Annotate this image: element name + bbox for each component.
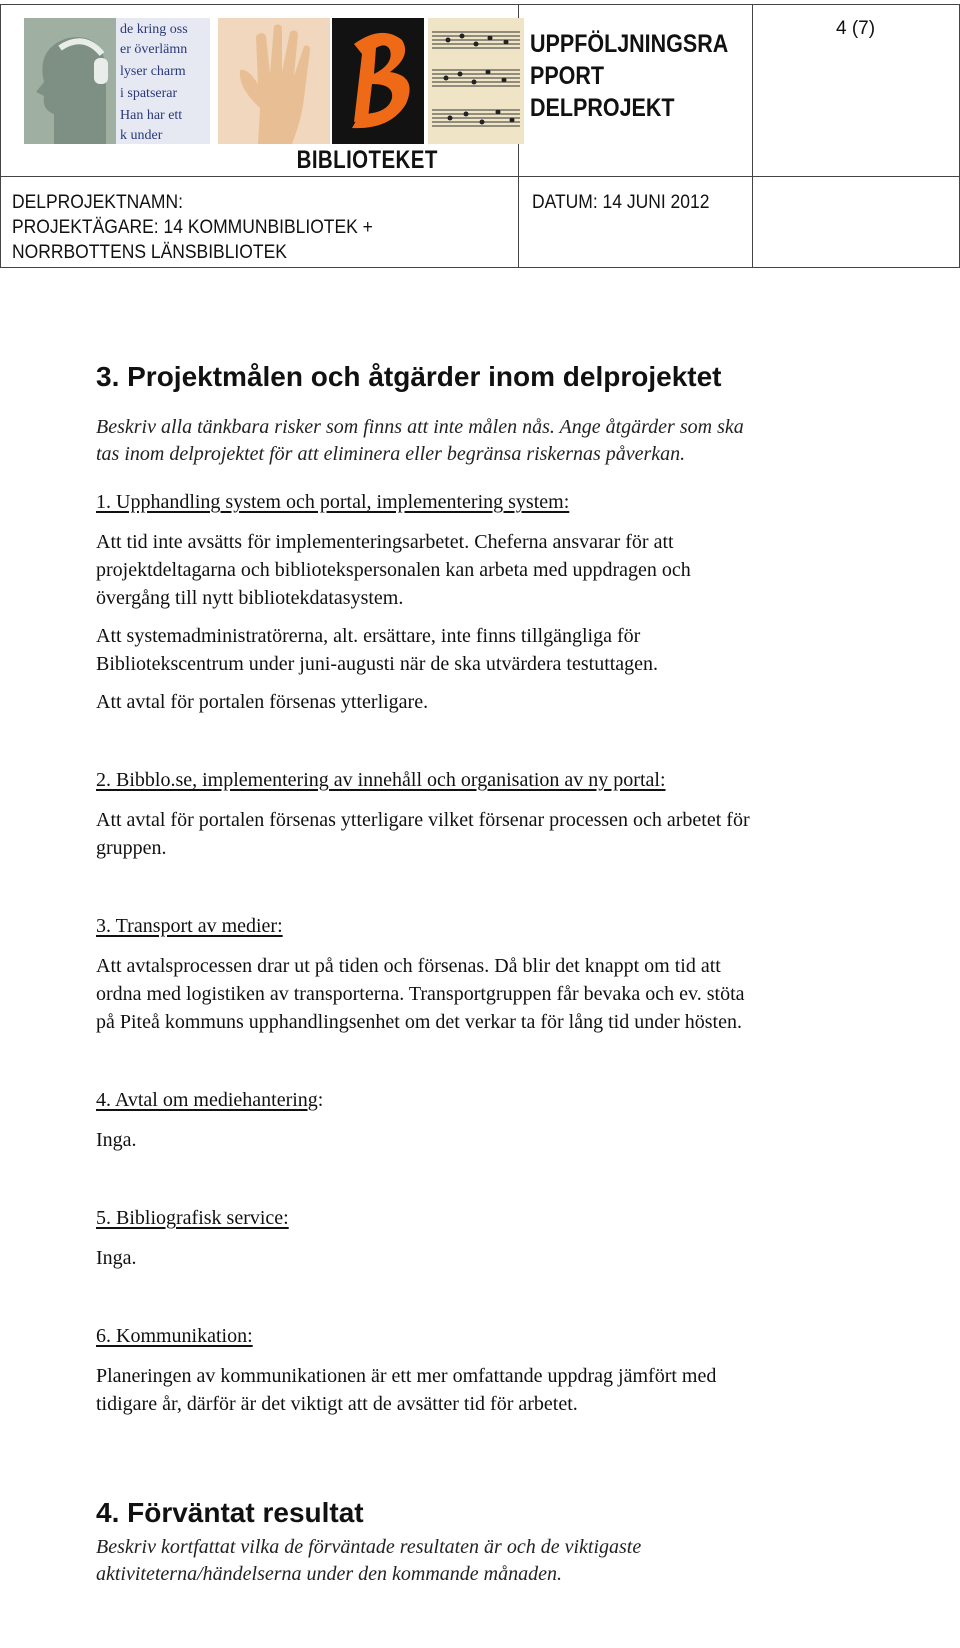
page-number: 4 (7) [836,18,876,39]
paragraph-line: tidigare år, därför är det viktigt att de avsätter tid för arbetet. [96,1393,578,1415]
paragraph-line: Planeringen av kommunikationen är ett mer omfattande uppdrag jämfört med [96,1365,717,1387]
risk-item [96,1322,896,1418]
logo-text-line: Han har ett [120,108,183,123]
logo-text-line: er överlämn [120,42,188,57]
hand-image [218,18,330,144]
paragraph-line: Att avtal för portalen försenas ytterligare. [96,691,429,713]
section-instructions [96,1534,896,1588]
paragraph-line: gruppen. [96,837,167,859]
section-title: 3. Projektmålen och åtgärder inom delprojektet [96,361,722,392]
risk-item-heading-text: 1. Upphandling system och portal, implementering system: [96,491,570,513]
paragraph-line: Att systemadministratörerna, alt. ersättare, inte finns tillgängliga för [96,625,641,647]
report-title-line: PPORT [530,62,605,90]
risk-item-heading-text: 3. Transport av medier: [96,915,283,937]
paragraph-line: på Piteå kommuns upphandlingsenhet om det verkar ta för lång tid under hösten. [96,1011,742,1033]
instruction-line: tas inom delprojektet för att eliminera eller begränsa riskernas påverkan. [96,443,686,465]
paragraph-line: ordna med logistiken av transporterna. Transportgruppen får bevaka och ev. stöta [96,983,745,1005]
risk-item-heading-text: 6. Kommunikation: [96,1325,253,1347]
section-title: 4. Förväntat resultat [96,1497,364,1528]
report-title-line: DELPROJEKT [530,94,675,122]
paragraph-line: Bibliotekscentrum under juni-augusti när de ska utvärdera testuttagen. [96,653,659,675]
logo-text-line: i spatserar [120,86,178,101]
instruction-line: Beskriv kortfattat vilka de förväntade resultaten är och de viktigaste [96,1536,642,1558]
brand-wordmark: BIBLIOTEKET [296,146,438,174]
risk-item [96,1204,896,1272]
risk-item-heading [96,1322,896,1350]
risk-item [96,1086,896,1154]
b-letter-image [332,18,424,144]
risk-item-heading-text: 2. Bibblo.se, implementering av innehåll och organisation av ny portal: [96,769,666,791]
risk-item-heading-text: 4. Avtal om mediehantering [96,1089,318,1111]
document-body [96,360,896,1588]
instruction-line: Beskriv alla tänkbara risker som finns att inte målen nås. Ange åtgärder som ska [96,416,744,438]
report-title [530,28,750,124]
risk-item-heading-text: 5. Bibliografisk service: [96,1207,289,1229]
risk-item [96,488,896,716]
paragraph-line: Inga. [96,1247,137,1269]
logo-text-line: lyser charm [120,64,186,79]
risk-item-heading [96,488,896,516]
library-logo [0,4,518,178]
project-owner-line: PROJEKTÄGARE: 14 KOMMUNBIBLIOTEK + [12,217,373,238]
paragraph-line: Inga. [96,1129,137,1151]
logo-text-line: k under [120,128,163,143]
report-date: DATUM: 14 JUNI 2012 [532,192,710,213]
book-text-image [116,18,210,144]
risk-item-heading [96,1204,896,1232]
paragraph-line: övergång till nytt bibliotekdatasystem. [96,587,404,609]
section-instructions [96,414,896,468]
header-divider-2 [752,4,753,268]
document-header [0,4,960,268]
header-border-bottom [0,267,960,268]
risk-item-heading [96,766,896,794]
instruction-line: aktiviteterna/händelserna under den kommande månaden. [96,1563,563,1585]
logo-collage [24,18,500,144]
heading-colon: : [317,1089,324,1111]
paragraph-line: Att avtalsprocessen drar ut på tiden och försenas. Då blir det knappt om tid att [96,955,721,977]
paragraph-line: Att tid inte avsätts för implementeringsarbetet. Cheferna ansvarar för att [96,531,674,553]
project-meta [12,190,373,265]
risk-item-heading [96,912,896,940]
risk-item [96,766,896,862]
logo-text-line: de kring oss [120,22,188,37]
paragraph-line: Att avtal för portalen försenas ytterligare vilket försenar processen och arbetet för [96,809,750,831]
project-owner-line: NORRBOTTENS LÄNSBIBLIOTEK [12,242,287,263]
delprojekt-name-label: DELPROJEKTNAMN: [12,192,183,213]
headphones-face-image [24,18,116,144]
risk-item-heading [96,1086,896,1114]
report-title-line: UPPFÖLJNINGSRA [530,30,729,58]
risk-item [96,912,896,1036]
paragraph-line: projektdeltagarna och bibliotekspersonalen kan arbeta med uppdragen och [96,559,691,581]
sheet-music-image [428,18,524,144]
